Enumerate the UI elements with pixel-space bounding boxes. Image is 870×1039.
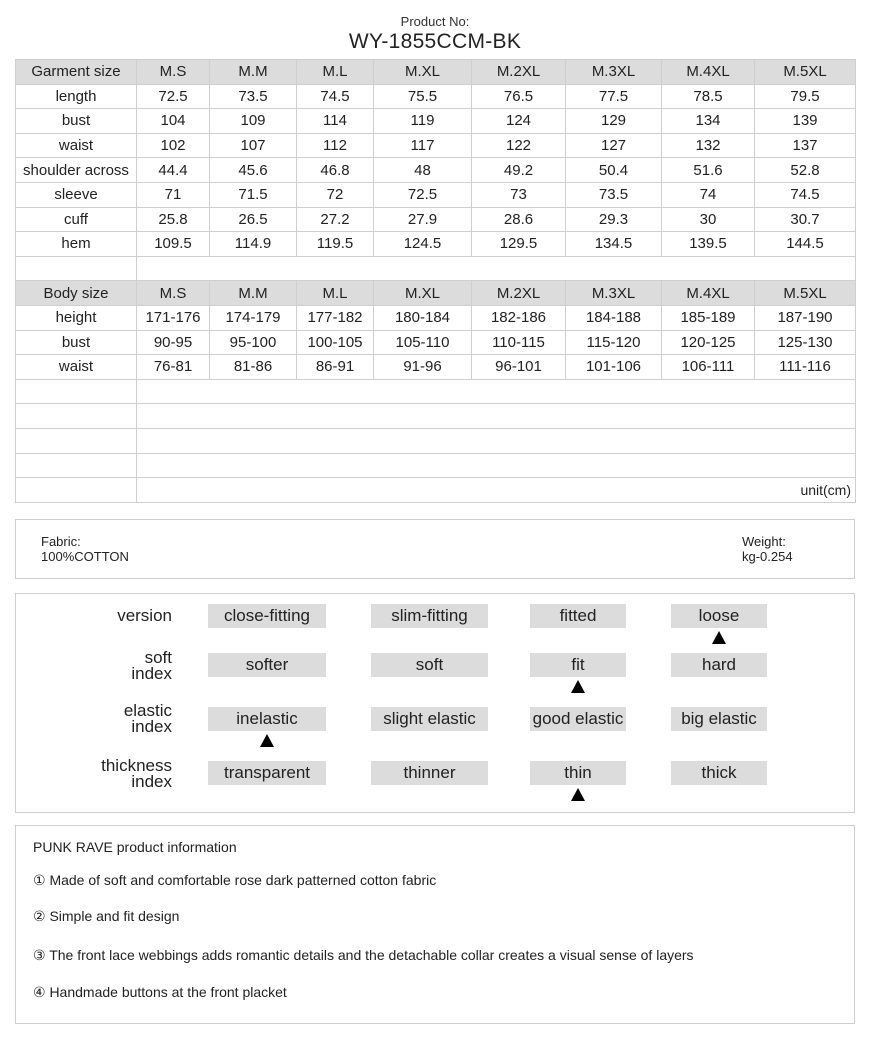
table-cell: 25.8 <box>137 207 210 232</box>
table-cell: 124 <box>472 109 566 134</box>
table-cell: 127 <box>566 133 662 158</box>
row-label: waist <box>16 355 137 380</box>
weight-value: kg-0.254 <box>742 549 793 564</box>
table-cell: 105-110 <box>374 330 472 355</box>
fabric-value: 100%COTTON <box>41 549 129 564</box>
table-cell: 44.4 <box>137 158 210 183</box>
size-header-cell: M.3XL <box>566 60 662 85</box>
size-header-cell: M.4XL <box>662 60 755 85</box>
table-cell: 106-111 <box>662 355 755 380</box>
table-cell: 51.6 <box>662 158 755 183</box>
table-cell: 81-86 <box>210 355 297 380</box>
body-size-header-row <box>16 281 856 306</box>
table-cell: 73 <box>472 182 566 207</box>
index-label: index <box>131 772 172 791</box>
table-cell: 109.5 <box>137 232 210 257</box>
table-cell: 101-106 <box>566 355 662 380</box>
index-option: thin <box>530 761 626 785</box>
empty-row <box>16 404 856 429</box>
table-cell: 134 <box>662 109 755 134</box>
table-row <box>16 232 856 257</box>
table-cell: 91-96 <box>374 355 472 380</box>
table-cell: 120-125 <box>662 330 755 355</box>
selection-marker-icon <box>712 631 726 644</box>
row-label: cuff <box>16 207 137 232</box>
table-cell: 73.5 <box>210 84 297 109</box>
product-header <box>0 14 870 54</box>
table-cell: 122 <box>472 133 566 158</box>
row-label: shoulder across <box>16 158 137 183</box>
empty-row <box>16 478 856 503</box>
size-header-cell: M.XL <box>374 281 472 306</box>
body-size-title: Body size <box>16 281 137 306</box>
size-header-cell: M.3XL <box>566 281 662 306</box>
empty-row <box>16 428 856 453</box>
index-box <box>15 593 855 813</box>
table-cell: 74.5 <box>755 182 856 207</box>
table-cell: 75.5 <box>374 84 472 109</box>
table-cell: 90-95 <box>137 330 210 355</box>
table-cell: 119.5 <box>297 232 374 257</box>
empty-cell <box>16 379 137 404</box>
table-row <box>16 158 856 183</box>
empty-cell <box>16 428 137 453</box>
table-cell: 29.3 <box>566 207 662 232</box>
selection-marker-icon <box>571 680 585 693</box>
table-cell: 187-190 <box>755 305 856 330</box>
table-cell: 78.5 <box>662 84 755 109</box>
table-cell: 117 <box>374 133 472 158</box>
table-cell: 72 <box>297 182 374 207</box>
table-cell: 76.5 <box>472 84 566 109</box>
table-row <box>16 84 856 109</box>
index-label: elastic <box>123 701 172 720</box>
weight-info <box>742 534 793 564</box>
table-cell: 104 <box>137 109 210 134</box>
table-cell: 71 <box>137 182 210 207</box>
table-cell: 30.7 <box>755 207 856 232</box>
size-header-cell: M.M <box>210 60 297 85</box>
table-cell: 132 <box>662 133 755 158</box>
empty-cell <box>16 404 137 429</box>
selection-marker-icon <box>571 788 585 801</box>
size-header-cell: M.S <box>137 60 210 85</box>
selection-marker-icon <box>260 734 274 747</box>
table-row <box>16 207 856 232</box>
row-label: bust <box>16 109 137 134</box>
product-info-box <box>15 825 855 1024</box>
table-cell: 139.5 <box>662 232 755 257</box>
table-cell: 114 <box>297 109 374 134</box>
table-cell: 114.9 <box>210 232 297 257</box>
table-cell: 48 <box>374 158 472 183</box>
table-cell: 110-115 <box>472 330 566 355</box>
table-cell: 27.9 <box>374 207 472 232</box>
table-cell: 50.4 <box>566 158 662 183</box>
index-option: inelastic <box>208 707 326 731</box>
table-cell: 79.5 <box>755 84 856 109</box>
table-cell: 171-176 <box>137 305 210 330</box>
size-header-cell: M.M <box>210 281 297 306</box>
index-label: version <box>117 606 172 625</box>
table-cell: 72.5 <box>137 84 210 109</box>
index-label: thickness <box>101 756 172 775</box>
table-cell: 71.5 <box>210 182 297 207</box>
weight-label: Weight: <box>742 534 786 549</box>
table-cell: 144.5 <box>755 232 856 257</box>
fabric-label: Fabric: <box>41 534 81 549</box>
index-option: slim-fitting <box>371 604 488 628</box>
table-cell: 107 <box>210 133 297 158</box>
table-cell: 30 <box>662 207 755 232</box>
garment-size-title: Garment size <box>16 60 137 85</box>
index-option: thick <box>671 761 767 785</box>
table-cell: 102 <box>137 133 210 158</box>
size-header-cell: M.2XL <box>472 60 566 85</box>
table-cell: 124.5 <box>374 232 472 257</box>
index-option: fit <box>530 653 626 677</box>
empty-cell <box>137 256 856 281</box>
index-label: index <box>131 717 172 736</box>
table-cell: 86-91 <box>297 355 374 380</box>
index-option: softer <box>208 653 326 677</box>
info-item: ③ The front lace webbings adds romantic details and the detachable collar creates a visual sense of layers <box>33 947 694 963</box>
empty-cell <box>16 478 137 503</box>
product-no-label: Product No: <box>400 14 470 29</box>
table-cell: 77.5 <box>566 84 662 109</box>
info-item: ② Simple and fit design <box>33 908 180 924</box>
table-cell: 184-188 <box>566 305 662 330</box>
index-option: close-fitting <box>208 604 326 628</box>
table-cell: 115-120 <box>566 330 662 355</box>
table-cell: 111-116 <box>755 355 856 380</box>
index-option: loose <box>671 604 767 628</box>
table-cell: 49.2 <box>472 158 566 183</box>
index-option: fitted <box>530 604 626 628</box>
empty-cell <box>16 256 137 281</box>
table-cell: 182-186 <box>472 305 566 330</box>
row-label: waist <box>16 133 137 158</box>
table-cell: 27.2 <box>297 207 374 232</box>
size-header-cell: M.4XL <box>662 281 755 306</box>
index-option: good elastic <box>530 707 626 731</box>
table-cell: 76-81 <box>137 355 210 380</box>
row-label: height <box>16 305 137 330</box>
size-header-cell: M.S <box>137 281 210 306</box>
table-cell: 139 <box>755 109 856 134</box>
fabric-box <box>15 519 855 579</box>
size-header-cell: M.L <box>297 281 374 306</box>
fabric-info <box>41 534 129 564</box>
table-cell: 100-105 <box>297 330 374 355</box>
table-cell: 28.6 <box>472 207 566 232</box>
table-cell: 74.5 <box>297 84 374 109</box>
info-item: ④ Handmade buttons at the front placket <box>33 984 287 1000</box>
index-label: index <box>131 664 172 683</box>
index-option: slight elastic <box>371 707 488 731</box>
table-cell: 96-101 <box>472 355 566 380</box>
empty-cell <box>137 404 856 429</box>
row-label: sleeve <box>16 182 137 207</box>
table-cell: 26.5 <box>210 207 297 232</box>
row-label: bust <box>16 330 137 355</box>
table-row <box>16 182 856 207</box>
table-row <box>16 305 856 330</box>
size-header-cell: M.2XL <box>472 281 566 306</box>
table-cell: 52.8 <box>755 158 856 183</box>
index-option: hard <box>671 653 767 677</box>
empty-row <box>16 256 856 281</box>
row-label: length <box>16 84 137 109</box>
table-cell: 46.8 <box>297 158 374 183</box>
info-title: PUNK RAVE product information <box>33 839 237 855</box>
empty-cell <box>16 453 137 478</box>
size-header-cell: M.XL <box>374 60 472 85</box>
table-cell: 129 <box>566 109 662 134</box>
table-cell: 95-100 <box>210 330 297 355</box>
table-cell: 45.6 <box>210 158 297 183</box>
garment-size-header-row <box>16 60 856 85</box>
index-option: thinner <box>371 761 488 785</box>
size-header-cell: M.5XL <box>755 281 856 306</box>
table-row <box>16 133 856 158</box>
table-cell: 119 <box>374 109 472 134</box>
unit-label: unit(cm) <box>137 478 856 503</box>
table-cell: 180-184 <box>374 305 472 330</box>
table-cell: 134.5 <box>566 232 662 257</box>
table-cell: 72.5 <box>374 182 472 207</box>
index-option: transparent <box>208 761 326 785</box>
table-cell: 137 <box>755 133 856 158</box>
info-item: ① Made of soft and comfortable rose dark patterned cotton fabric <box>33 872 437 888</box>
table-cell: 174-179 <box>210 305 297 330</box>
table-cell: 185-189 <box>662 305 755 330</box>
index-label: soft <box>144 648 172 667</box>
size-table <box>15 59 856 503</box>
table-cell: 74 <box>662 182 755 207</box>
empty-cell <box>137 428 856 453</box>
empty-cell <box>137 379 856 404</box>
table-row <box>16 355 856 380</box>
table-row <box>16 109 856 134</box>
table-cell: 109 <box>210 109 297 134</box>
empty-cell <box>137 453 856 478</box>
index-option: big elastic <box>671 707 767 731</box>
size-header-cell: M.L <box>297 60 374 85</box>
table-cell: 125-130 <box>755 330 856 355</box>
index-option: soft <box>371 653 488 677</box>
table-cell: 177-182 <box>297 305 374 330</box>
table-row <box>16 330 856 355</box>
table-cell: 73.5 <box>566 182 662 207</box>
empty-row <box>16 379 856 404</box>
size-header-cell: M.5XL <box>755 60 856 85</box>
table-cell: 129.5 <box>472 232 566 257</box>
row-label: hem <box>16 232 137 257</box>
table-cell: 112 <box>297 133 374 158</box>
empty-row <box>16 453 856 478</box>
product-number: WY-1855CCM-BK <box>348 30 522 53</box>
